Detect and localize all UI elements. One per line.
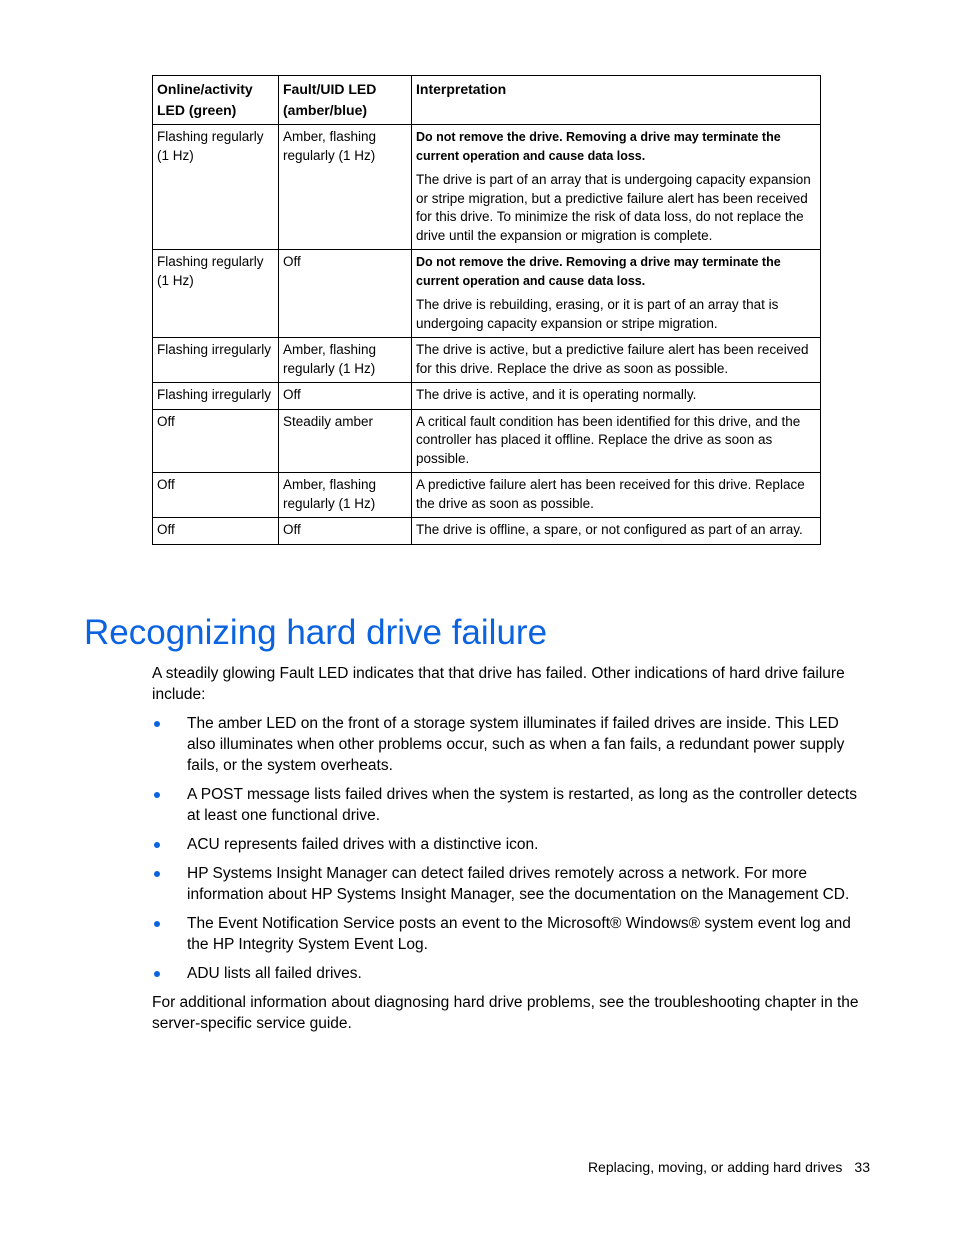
fault-led-cell: Off	[279, 383, 412, 410]
header-online-activity-led: Online/activity LED (green)	[153, 76, 279, 125]
online-led-cell: Off	[153, 473, 279, 518]
online-led-cell: Flashing irregularly	[153, 338, 279, 383]
interpretation-cell	[412, 125, 821, 250]
table-body	[153, 125, 821, 545]
table-row	[153, 338, 821, 383]
interpretation-cell	[412, 409, 821, 473]
closing-paragraph: For additional information about diagnosing hard drive problems, see the troubleshooting chapter in the server-specific service guide.	[152, 994, 859, 1032]
interpretation-cell	[412, 338, 821, 383]
failure-indications-list	[152, 713, 870, 984]
table-row	[153, 518, 821, 545]
table-row	[153, 473, 821, 518]
header-interpretation: Interpretation	[412, 76, 821, 125]
table-row	[153, 409, 821, 473]
list-item-text: ADU lists all failed drives.	[187, 965, 362, 982]
table-row	[153, 250, 821, 338]
interpretation-text: The drive is offline, a spare, or not configured as part of an array.	[416, 522, 803, 537]
online-led-cell: Off	[153, 409, 279, 473]
list-item-text: ACU represents failed drives with a distinctive icon.	[187, 836, 539, 853]
interpretation-cell	[412, 518, 821, 545]
list-item	[152, 963, 870, 984]
interpretation-text: The drive is active, and it is operating normally.	[416, 387, 697, 402]
list-item	[152, 784, 870, 826]
interpretation-text: The drive is rebuilding, erasing, or it is part of an array that is undergoing capacity expansion or stripe migration.	[416, 297, 779, 331]
bullet-icon	[154, 921, 160, 927]
page-footer	[588, 1157, 870, 1177]
intro-paragraph: A steadily glowing Fault LED indicates that that drive has failed. Other indications of hard drive failure include:	[152, 665, 845, 703]
online-led-cell: Flashing regularly (1 Hz)	[153, 250, 279, 338]
online-led-cell: Off	[153, 518, 279, 545]
footer-chapter-title: Replacing, moving, or adding hard drives	[587, 1159, 843, 1175]
fault-led-cell: Amber, flashing regularly (1 Hz)	[279, 125, 412, 250]
bullet-icon	[154, 842, 160, 848]
page-number: 33	[854, 1159, 870, 1175]
interpretation-text: The drive is part of an array that is undergoing capacity expansion or stripe migration, but a predictive failure alert has been received for this drive. To minimize the risk of data loss, do not replace the drive until the expansion or migration is complete.	[416, 172, 811, 243]
section-body	[152, 663, 870, 1042]
list-item	[152, 913, 870, 955]
interpretation-cell	[412, 473, 821, 518]
fault-led-cell: Steadily amber	[279, 409, 412, 473]
section-heading: Recognizing hard drive failure	[84, 613, 548, 652]
interpretation-cell	[412, 250, 821, 338]
fault-led-cell: Amber, flashing regularly (1 Hz)	[279, 473, 412, 518]
fault-led-cell: Amber, flashing regularly (1 Hz)	[279, 338, 412, 383]
list-item	[152, 713, 870, 776]
interpretation-text: A critical fault condition has been identified for this drive, and the controller has placed it offline. Replace the drive as soon as possible.	[416, 413, 801, 466]
fault-led-cell: Off	[279, 250, 412, 338]
header-fault-uid-led: Fault/UID LED (amber/blue)	[279, 76, 412, 125]
interpretation-text: A predictive failure alert has been received for this drive. Replace the drive as soon as possible.	[416, 477, 805, 511]
list-item-text: A POST message lists failed drives when the system is restarted, as long as the controller detects at least one functional drive.	[187, 786, 857, 824]
table-header-row	[153, 76, 821, 125]
online-led-cell: Flashing irregularly	[153, 383, 279, 410]
online-led-cell: Flashing regularly (1 Hz)	[153, 125, 279, 250]
interpretation-cell	[412, 383, 821, 410]
bullet-icon	[154, 792, 160, 798]
removal-warning: Do not remove the drive. Removing a drive may terminate the current operation and cause data loss.	[416, 130, 781, 163]
led-status-table	[152, 75, 821, 545]
bullet-icon	[154, 971, 160, 977]
table-row	[153, 125, 821, 250]
removal-warning: Do not remove the drive. Removing a drive may terminate the current operation and cause data loss.	[416, 255, 781, 288]
list-item-text: The amber LED on the front of a storage system illuminates if failed drives are inside. This LED also illuminates when other problems occur, such as when a fan fails, a redundant power supply fails, or the system overheats.	[187, 715, 845, 774]
list-item-text: HP Systems Insight Manager can detect failed drives remotely across a network. For more information about HP Systems Insight Manager, see the documentation on the Management CD.	[187, 865, 850, 903]
list-item	[152, 834, 870, 855]
bullet-icon	[154, 721, 160, 727]
fault-led-cell: Off	[279, 518, 412, 545]
table-row	[153, 383, 821, 410]
list-item	[152, 863, 870, 905]
interpretation-text: The drive is active, but a predictive failure alert has been received for this drive. Replace the drive as soon as possible.	[416, 342, 809, 376]
bullet-icon	[154, 871, 160, 877]
list-item-text: The Event Notification Service posts an event to the Microsoft® Windows® system event log and the HP Integrity System Event Log.	[187, 915, 851, 953]
